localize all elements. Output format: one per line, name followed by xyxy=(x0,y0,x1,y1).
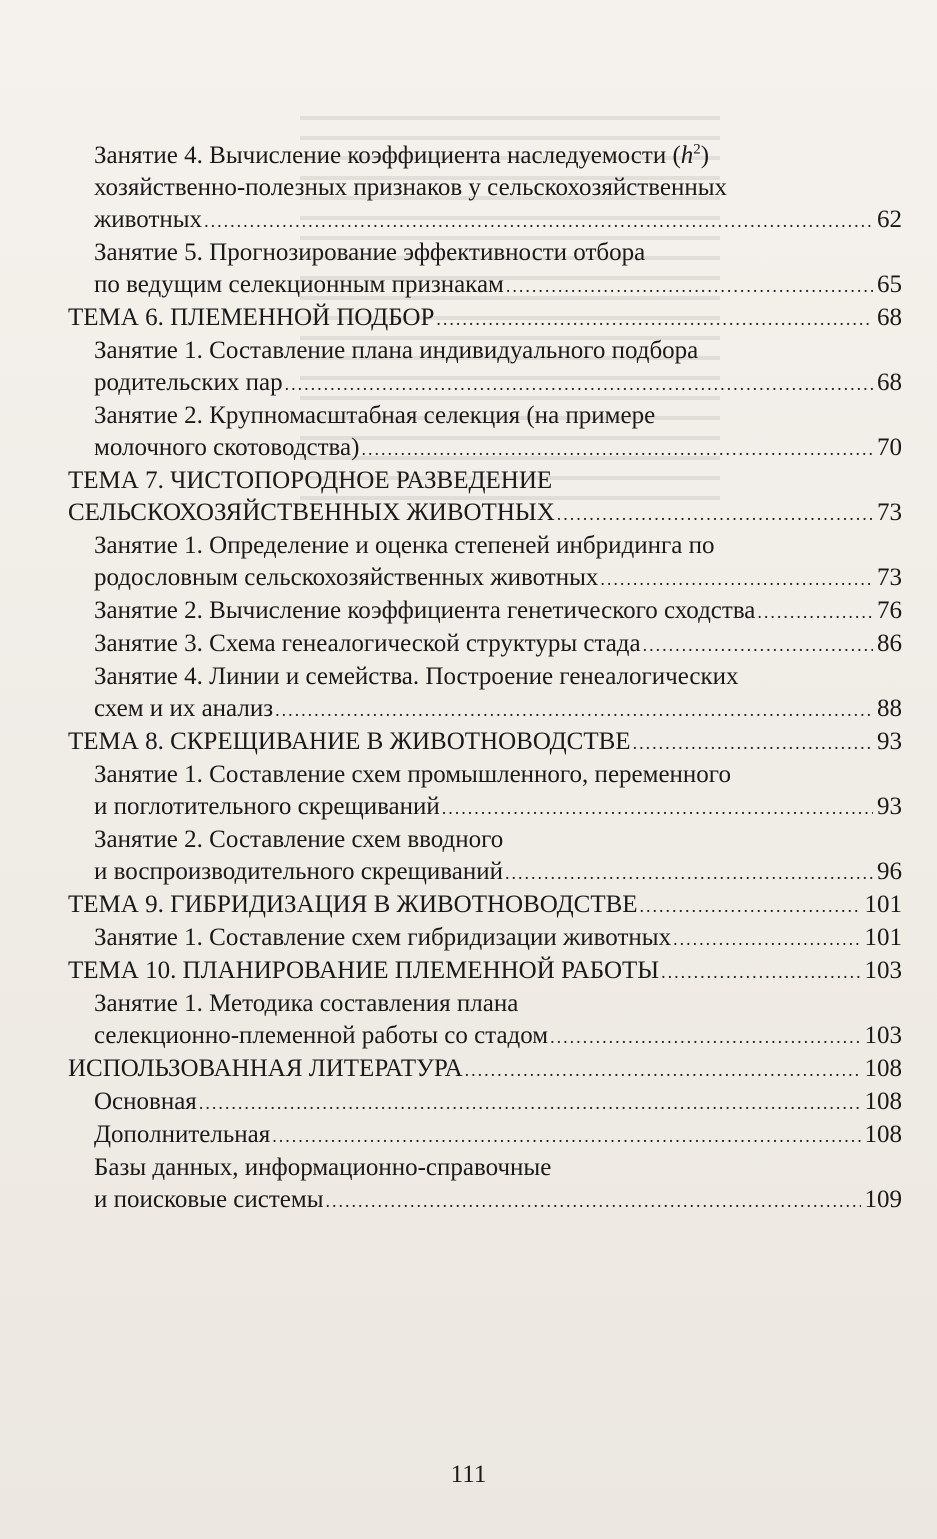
toc-lesson-entry[interactable] xyxy=(68,1086,902,1119)
toc-entry-line: и воспроизводительного скрещиваний ..... 96 xyxy=(94,856,902,889)
toc-lesson-entry[interactable] xyxy=(68,595,902,628)
toc-entry-line: Занятие 2. Вычисление коэффициента генетического сходства ..... 76 xyxy=(94,595,902,628)
toc-lesson-entry[interactable] xyxy=(68,824,902,889)
toc-entry-line: Дополнительная ..... 108 xyxy=(94,1119,902,1152)
toc-lesson-entry[interactable] xyxy=(68,628,902,661)
toc-page-number: 101 xyxy=(864,924,902,951)
toc-page-number: 108 xyxy=(864,1121,902,1148)
leader-dots xyxy=(272,1120,860,1152)
toc-entry-line: ТЕМА 7. ЧИСТОПОРОДНОЕ РАЗВЕДЕНИЕ xyxy=(68,467,553,494)
toc-lesson-entry[interactable] xyxy=(68,237,902,302)
toc-entry-line: и поисковые системы ..... 109 xyxy=(94,1184,902,1217)
toc-page-number: 103 xyxy=(864,1022,902,1049)
toc-section-entry[interactable] xyxy=(68,889,902,922)
formula-symbol: h xyxy=(680,142,694,169)
toc-entry-line: Занятие 1. Составление плана индивидуального подбора xyxy=(94,337,699,364)
toc-entry-line: родительских пар ..... 68 xyxy=(94,367,902,400)
toc-section-entry[interactable] xyxy=(68,302,902,335)
toc-section-entry[interactable] xyxy=(68,1053,902,1086)
toc-page-number: 108 xyxy=(864,1055,902,1082)
toc-page-number: 103 xyxy=(864,957,902,984)
leader-dots xyxy=(326,1185,861,1217)
toc-entry-line: Занятие 1. Определение и оценка степеней инбридинга по xyxy=(94,532,715,559)
leader-dots xyxy=(442,792,873,824)
toc-entry-line: Занятие 5. Прогнозирование эффективности отбора xyxy=(94,239,646,266)
leader-dots xyxy=(640,890,861,922)
toc-page-number: 62 xyxy=(877,206,902,233)
toc-entry-line: и поглотительного скрещиваний ..... 93 xyxy=(94,791,902,824)
leader-dots xyxy=(204,205,873,237)
toc-lesson-entry[interactable] xyxy=(68,922,902,955)
toc-section-entry[interactable] xyxy=(68,465,902,530)
table-of-contents xyxy=(68,140,902,1217)
page-number: 111 xyxy=(450,1461,487,1488)
toc-entry-line: ТЕМА 8. СКРЕЩИВАНИЕ В ЖИВОТНОВОДСТВЕ ..... 93 xyxy=(68,726,902,759)
toc-entry-line: Занятие 1. Методика составления плана xyxy=(94,990,519,1017)
leader-dots xyxy=(465,1054,861,1086)
toc-entry-line: ИСПОЛЬЗОВАННАЯ ЛИТЕРАТУРА ..... 108 xyxy=(68,1053,902,1086)
leader-dots xyxy=(643,629,873,661)
toc-entry-line: Занятие 4. Линии и семейства. Построение генеалогических xyxy=(94,663,739,690)
toc-page-number: 109 xyxy=(864,1186,902,1213)
leader-dots xyxy=(275,694,873,726)
toc-entry-line: по ведущим селекционным признакам ..... 65 xyxy=(94,269,902,302)
toc-page-number: 93 xyxy=(877,793,902,820)
toc-entry-line: Основная ..... 108 xyxy=(94,1086,902,1119)
toc-lesson-entry[interactable] xyxy=(68,1119,902,1152)
toc-entry-line: ТЕМА 10. ПЛАНИРОВАНИЕ ПЛЕМЕННОЙ РАБОТЫ ..... 103 xyxy=(68,955,902,988)
leader-dots xyxy=(361,433,873,465)
toc-page-number: 68 xyxy=(877,369,902,396)
leader-dots xyxy=(633,727,873,759)
leader-dots xyxy=(436,303,873,335)
toc-page-number: 108 xyxy=(864,1088,902,1115)
toc-entry-line: хозяйственно-полезных признаков у сельскохозяйственных xyxy=(94,174,728,201)
toc-page-number: 101 xyxy=(864,891,902,918)
toc-lesson-entry[interactable] xyxy=(68,335,902,400)
toc-entry-line: Базы данных, информационно-справочные xyxy=(94,1154,552,1181)
toc-lesson-entry[interactable] xyxy=(68,400,902,465)
leader-dots xyxy=(600,563,873,595)
leader-dots xyxy=(661,956,860,988)
leader-dots xyxy=(506,270,873,302)
toc-entry-line: молочного скотоводства) ..... 70 xyxy=(94,432,902,465)
toc-page-number: 68 xyxy=(877,304,902,331)
toc-entry-line: Занятие 1. Составление схем промышленного, переменного xyxy=(94,761,731,788)
leader-dots xyxy=(550,1021,860,1053)
leader-dots xyxy=(199,1087,861,1119)
toc-section-entry[interactable] xyxy=(68,726,902,759)
toc-entry-line: схем и их анализ ..... 88 xyxy=(94,693,902,726)
toc-lesson-entry[interactable] xyxy=(68,661,902,726)
toc-entry-line: Занятие 2. Составление схем вводного xyxy=(94,826,504,853)
toc-entry-line: Занятие 3. Схема генеалогической структуры стада ..... 86 xyxy=(94,628,902,661)
toc-entry-line: Занятие 2. Крупномасштабная селекция (на примере xyxy=(94,402,656,429)
toc-entry-line: ТЕМА 6. ПЛЕМЕННОЙ ПОДБОР ..... 68 xyxy=(68,302,902,335)
toc-entry-line: СЕЛЬСКОХОЗЯЙСТВЕННЫХ ЖИВОТНЫХ ..... 73 xyxy=(68,497,902,530)
toc-lesson-entry[interactable] xyxy=(68,988,902,1053)
toc-entry-line: Занятие 4. Вычисление коэффициента наследуемости $(h^2)$ xyxy=(94,141,710,169)
leader-dots xyxy=(557,498,873,530)
toc-page-number: 96 xyxy=(877,858,902,885)
toc-lesson-entry[interactable] xyxy=(68,530,902,595)
toc-page-number: 73 xyxy=(877,499,902,526)
leader-dots xyxy=(505,857,873,889)
toc-entry-line: Занятие 1. Составление схем гибридизации животных ..... 101 xyxy=(94,922,902,955)
toc-page-number: 86 xyxy=(877,630,902,657)
leader-dots xyxy=(285,368,873,400)
toc-section-entry[interactable] xyxy=(68,955,902,988)
toc-entry-line: селекционно-племенной работы со стадом ..... 103 xyxy=(94,1020,902,1053)
toc-page-number: 65 xyxy=(877,271,902,298)
toc-lesson-entry[interactable] xyxy=(68,1152,902,1217)
toc-page-number: 70 xyxy=(877,434,902,461)
toc-entry-line: родословным сельскохозяйственных животных ..... 73 xyxy=(94,562,902,595)
toc-lesson-entry[interactable] xyxy=(68,140,902,237)
toc-page-number: 76 xyxy=(877,597,902,624)
toc-lesson-entry[interactable] xyxy=(68,759,902,824)
toc-entry-line: ТЕМА 9. ГИБРИДИЗАЦИЯ В ЖИВОТНОВОДСТВЕ ..... 101 xyxy=(68,889,902,922)
leader-dots xyxy=(757,596,873,628)
leader-dots xyxy=(673,923,860,955)
toc-page-number: 73 xyxy=(877,564,902,591)
toc-page-number: 93 xyxy=(877,728,902,755)
toc-entry-line: животных ..... 62 xyxy=(94,204,902,237)
toc-page-number: 88 xyxy=(877,695,902,722)
